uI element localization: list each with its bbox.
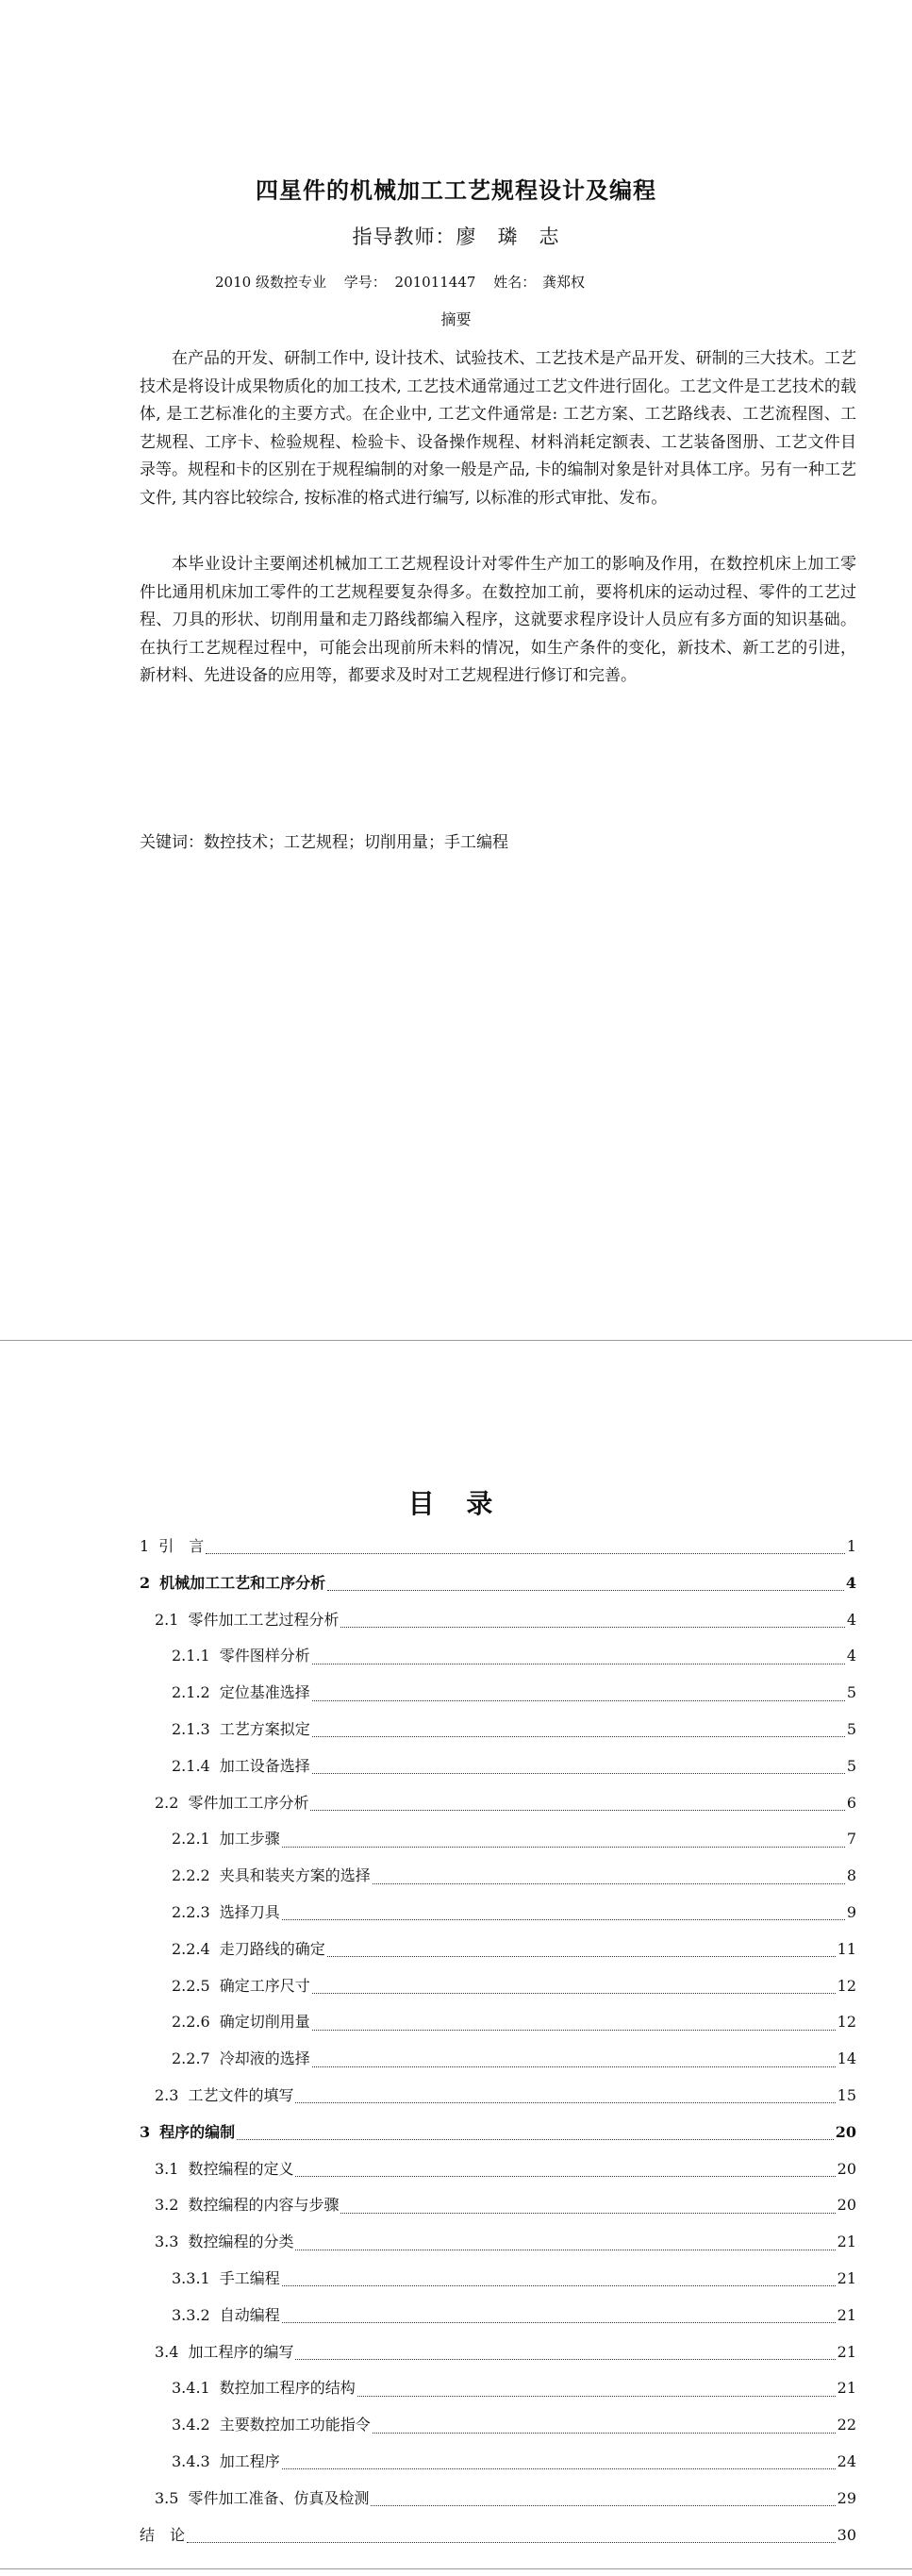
toc-entry-title: 数控编程的内容与步骤	[188, 2196, 340, 2215]
toc-entry-title: 加工程序的编写	[188, 2342, 294, 2361]
toc-entry-number: 2.1	[155, 1610, 179, 1629]
toc-entry-title: 加工程序	[219, 2451, 280, 2470]
toc-entry[interactable]	[140, 2517, 856, 2554]
toc-leader-dots	[187, 2541, 836, 2543]
toc-leader-dots	[295, 2175, 835, 2177]
toc-leader-dots	[282, 1846, 845, 1848]
toc-entry-title: 零件加工工艺过程分析	[188, 1610, 340, 1629]
toc-entry-title: 零件加工工序分析	[188, 1793, 309, 1812]
toc-entry-page: 9	[846, 1902, 856, 1921]
toc-entry[interactable]	[140, 2187, 856, 2224]
toc-leader-dots	[282, 2284, 836, 2286]
toc-entry[interactable]	[140, 1675, 856, 1712]
toc-entry[interactable]	[140, 2261, 856, 2298]
toc-entry-title: 程序的编制	[159, 2122, 236, 2141]
toc-leader-dots	[282, 2467, 836, 2469]
toc-entry-title: 引 言	[158, 1537, 205, 1555]
toc-leader-dots	[206, 1552, 845, 1554]
toc-entry-number: 3.4.2	[172, 2416, 210, 2434]
toc-entry-page: 1	[846, 1537, 856, 1555]
toc-entry-title: 工艺文件的填写	[188, 2085, 294, 2104]
toc-entry-page: 20	[837, 2196, 856, 2215]
toc-entry-title: 确定切削用量	[219, 2013, 310, 2032]
toc-entry-title: 机械加工工艺和工序分析	[159, 1573, 326, 1592]
toc-leader-dots	[310, 1809, 844, 1811]
toc-entry-number: 2.2.6	[172, 2013, 210, 2032]
paragraph-text: 在产品的开发、研制工作中, 设计技术、试验技术、工艺技术是产品开发、研制的三大技术。工艺技术是将设计成果物质化的加工技术, 工艺技术通常通过工艺文件进行固化。工艺文件是工艺技术的载体, 是工艺标准化的主要方式。在企业中, 工艺文件通常是: 工艺方案、工艺路线表、工艺流程图、工艺规程、工序卡、检验规程、检验卡、设备操作规程、材料消耗定额表、工艺装备图册、工艺文件目录等。规程和卡的区别在于规程编制的对象一般是产品, 卡的编制对象是针对具体工序。另有一种工艺文件, 其内容比较综合, 按标准的格式进行编写, 以标准的形式审批、发布。	[140, 349, 856, 508]
toc-entry-number: 3.4.1	[172, 2379, 210, 2398]
student-major: 2010 级数控专业	[215, 274, 326, 291]
toc-entry-page: 20	[837, 2159, 856, 2178]
toc-entry-title: 确定工序尺寸	[219, 1976, 310, 1995]
student-id: 201011447	[394, 274, 476, 291]
toc-entry-page: 30	[837, 2525, 856, 2544]
toc-entry-title: 数控加工程序的结构	[219, 2379, 356, 2398]
toc-entry[interactable]	[140, 2370, 856, 2407]
toc-entry[interactable]	[140, 1529, 856, 1565]
student-id-label: 学号：	[343, 274, 387, 291]
toc-entry[interactable]	[140, 1785, 856, 1822]
advisor-line: 指导教师：廖 璘 志	[352, 226, 560, 248]
toc-entry-title: 工艺方案拟定	[219, 1719, 310, 1738]
toc-entry[interactable]	[140, 2298, 856, 2334]
toc-title: 目 录	[407, 1488, 505, 1519]
toc-entry-number: 3.3.2	[172, 2305, 210, 2324]
toc-entry-title: 选择刀具	[219, 1902, 280, 1921]
toc-entry-number: 2.3	[155, 2085, 179, 2104]
toc-leader-dots	[312, 1735, 845, 1737]
student-name: 龚郑权	[542, 274, 586, 291]
toc-entry-page: 5	[846, 1756, 856, 1775]
toc-entry[interactable]	[140, 1712, 856, 1748]
toc-entry-page: 29	[837, 2488, 856, 2507]
toc-leader-dots	[295, 2249, 835, 2250]
toc-entry[interactable]	[140, 1895, 856, 1932]
toc-entry-page: 21	[837, 2379, 856, 2398]
toc-leader-dots	[282, 1918, 845, 1920]
toc-entry-page: 12	[837, 1976, 856, 1995]
toc-entry[interactable]	[140, 2151, 856, 2188]
toc-entry-page: 21	[837, 2233, 856, 2251]
toc-entry[interactable]	[140, 1932, 856, 1968]
abstract-heading: 摘要	[440, 310, 472, 328]
toc-entry-page: 6	[846, 1793, 856, 1812]
toc-leader-dots	[373, 1882, 845, 1884]
student-info	[0, 272, 912, 292]
paragraph-text: 本毕业设计主要阐述机械加工工艺规程设计对零件生产加工的影响及作用，在数控机床上加工零件比通用机床加工零件的工艺规程要复杂得多。在数控加工前，要将机床的运动过程、零件的工艺过程、刀具的形状、切削用量和走刀路线都编入程序，这就要求程序设计人员应有多方面的知识基础。在执行工艺规程过程中，可能会出现前所未料的情况，如生产条件的变化，新技术、新工艺的引进，新材料、先进设备的应用等，都要求及时对工艺规程进行修订和完善。	[140, 555, 856, 685]
toc-leader-dots	[295, 2358, 835, 2360]
toc-entry[interactable]	[140, 1968, 856, 2005]
toc-entry[interactable]	[140, 2444, 856, 2481]
toc-entry-title: 自动编程	[219, 2305, 280, 2324]
toc-entry-title: 夹具和装夹方案的选择	[219, 1866, 371, 1885]
toc-leader-dots	[312, 1663, 845, 1664]
toc-entry-number: 2.2.2	[172, 1866, 210, 1885]
toc-entry[interactable]	[140, 2041, 856, 2078]
toc-entry-number: 2.1.2	[172, 1683, 210, 1702]
toc-entry-page: 21	[837, 2268, 856, 2287]
toc-entry[interactable]	[140, 2224, 856, 2261]
toc-entry-number: 3	[140, 2122, 151, 2141]
toc-entry-page: 11	[837, 1939, 856, 1958]
toc-entry-title: 加工步骤	[219, 1830, 280, 1848]
abstract-paragraph-1	[140, 345, 856, 512]
toc-leader-dots	[312, 2066, 836, 2067]
toc-entry[interactable]	[140, 1858, 856, 1895]
toc-entry-title: 定位基准选择	[219, 1683, 310, 1702]
toc-entry-page: 15	[837, 2085, 856, 2104]
table-of-contents	[140, 1529, 856, 2553]
toc-entry-number: 2.2.4	[172, 1939, 210, 1958]
toc-leader-dots	[340, 1626, 844, 1628]
toc-leader-dots	[327, 1955, 836, 1957]
toc-entry[interactable]	[140, 2115, 856, 2151]
page-separator	[0, 1340, 912, 1341]
toc-entry[interactable]	[140, 2334, 856, 2371]
toc-entry-title: 数控编程的定义	[188, 2159, 294, 2178]
toc-entry-number: 1	[140, 1537, 150, 1555]
toc-leader-dots	[295, 2101, 835, 2103]
toc-entry-page: 20	[835, 2122, 856, 2141]
toc-entry-number: 3.4	[155, 2342, 179, 2361]
toc-leader-dots	[282, 2321, 836, 2323]
keywords-line: 关键词：数控技术；工艺规程；切削用量；手工编程	[140, 833, 508, 852]
toc-entry-title: 数控编程的分类	[188, 2233, 294, 2251]
toc-entry[interactable]	[140, 1748, 856, 1785]
toc-entry-title: 加工设备选择	[219, 1756, 310, 1775]
toc-entry-page: 8	[846, 1866, 856, 1885]
toc-entry[interactable]	[140, 2481, 856, 2517]
toc-entry-number: 3.5	[155, 2488, 179, 2507]
toc-leader-dots	[327, 1589, 844, 1591]
toc-leader-dots	[340, 2212, 835, 2214]
toc-leader-dots	[237, 2138, 834, 2140]
toc-entry-number: 3.3.1	[172, 2268, 210, 2287]
toc-entry-page: 4	[846, 1647, 856, 1665]
toc-entry-title: 手工编程	[219, 2268, 280, 2287]
toc-entry[interactable]	[140, 1602, 856, 1639]
toc-entry-page: 21	[837, 2305, 856, 2324]
toc-entry-number: 3.4.3	[172, 2451, 210, 2470]
toc-leader-dots	[312, 2029, 836, 2031]
toc-entry-number: 3.3	[155, 2233, 179, 2251]
toc-entry-number: 2	[140, 1573, 151, 1592]
toc-entry-number: 3.1	[155, 2159, 179, 2178]
toc-entry-page: 21	[837, 2342, 856, 2361]
toc-entry-title: 主要数控加工功能指令	[219, 2416, 371, 2434]
toc-entry-number: 2.1.4	[172, 1756, 210, 1775]
toc-entry-title: 走刀路线的确定	[219, 1939, 325, 1958]
toc-entry-page: 14	[837, 2049, 856, 2068]
toc-entry-title: 零件图样分析	[219, 1647, 310, 1665]
toc-entry-page: 4	[846, 1610, 856, 1629]
toc-entry-number: 2.2.5	[172, 1976, 210, 1995]
toc-entry[interactable]	[140, 2078, 856, 2115]
toc-entry-page: 4	[845, 1573, 856, 1592]
toc-entry-number: 2.2	[155, 1793, 179, 1812]
toc-entry-title: 零件加工准备、仿真及检测	[188, 2488, 370, 2507]
toc-entry[interactable]	[140, 2407, 856, 2444]
toc-leader-dots	[312, 1772, 845, 1774]
toc-entry-page: 12	[837, 2013, 856, 2032]
abstract-paragraph-2	[140, 551, 856, 691]
toc-leader-dots	[371, 2504, 835, 2506]
toc-entry-page: 7	[846, 1830, 856, 1848]
document-title: 四星件的机械加工工艺规程设计及编程	[256, 177, 656, 204]
toc-entry-number: 2.1.3	[172, 1719, 210, 1738]
student-name-label: 姓名：	[493, 274, 537, 291]
toc-entry-page: 24	[837, 2451, 856, 2470]
toc-entry-page: 5	[846, 1683, 856, 1702]
toc-entry-title: 结 论	[140, 2525, 186, 2544]
toc-entry-number: 3.2	[155, 2196, 179, 2215]
toc-entry-page: 22	[837, 2416, 856, 2434]
toc-entry-number: 2.2.7	[172, 2049, 210, 2068]
toc-entry-number: 2.2.1	[172, 1830, 210, 1848]
toc-entry-title: 冷却液的选择	[219, 2049, 310, 2068]
toc-entry[interactable]	[140, 1638, 856, 1675]
toc-leader-dots	[312, 1992, 836, 1994]
toc-entry[interactable]	[140, 2004, 856, 2041]
toc-entry[interactable]	[140, 1821, 856, 1858]
toc-entry[interactable]	[140, 1565, 856, 1602]
toc-entry-number: 2.2.3	[172, 1902, 210, 1921]
toc-entry-number: 2.1.1	[172, 1647, 210, 1665]
toc-leader-dots	[312, 1699, 845, 1701]
toc-leader-dots	[357, 2395, 836, 2397]
toc-entry-page: 5	[846, 1719, 856, 1738]
toc-leader-dots	[373, 2432, 836, 2434]
